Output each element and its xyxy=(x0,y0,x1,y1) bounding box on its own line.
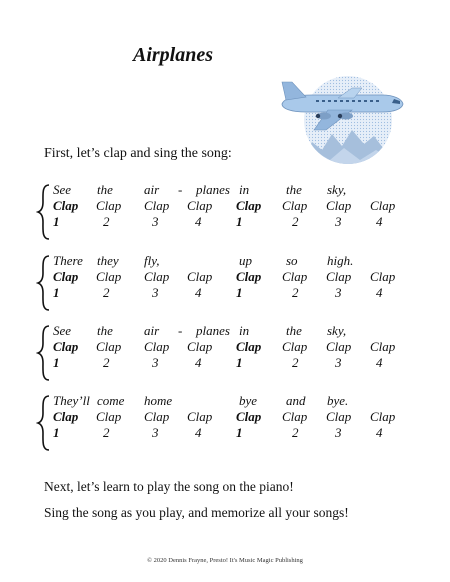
clap-word: Clap xyxy=(53,269,79,284)
clap-word: Clap xyxy=(370,409,396,424)
lyric-syllable: the xyxy=(286,323,302,338)
lyric-syllable: bye xyxy=(239,393,258,408)
lyric-syllable: - xyxy=(178,323,183,338)
clap-word: Clap xyxy=(236,198,262,213)
airplane-illustration xyxy=(272,64,408,168)
lyric-syllable: come xyxy=(97,393,125,408)
stanza xyxy=(36,253,436,313)
clap-word: Clap xyxy=(236,409,262,424)
clap-word: Clap xyxy=(370,339,396,354)
beat-count: 2 xyxy=(103,214,110,229)
lyric-syllable: and xyxy=(286,393,306,408)
page-title: Airplanes xyxy=(133,44,214,66)
clap-word: Clap xyxy=(96,198,122,213)
beat-count: 3 xyxy=(335,214,342,229)
lyric-syllable: bye. xyxy=(327,393,349,408)
lyric-syllable: so xyxy=(286,253,298,268)
beat-count: 4 xyxy=(195,425,202,440)
clap-word: Clap xyxy=(144,409,170,424)
clap-word: Clap xyxy=(326,409,352,424)
beat-count: 2 xyxy=(103,355,110,370)
lyric-syllable: in xyxy=(239,182,250,197)
beat-count: 4 xyxy=(195,355,202,370)
beat-count: 3 xyxy=(152,425,159,440)
beat-count: 3 xyxy=(335,285,342,300)
clap-word: Clap xyxy=(326,269,352,284)
beat-count: 2 xyxy=(292,425,299,440)
lyric-syllable: See xyxy=(53,323,72,338)
lyric-syllable: See xyxy=(53,182,72,197)
clap-word: Clap xyxy=(187,198,213,213)
lyric-syllable: planes xyxy=(196,182,230,197)
brace-icon xyxy=(36,395,52,451)
beat-count: 1 xyxy=(236,355,243,370)
clap-word: Clap xyxy=(187,269,213,284)
clap-word: Clap xyxy=(326,198,352,213)
clap-word: Clap xyxy=(282,269,308,284)
clap-word: Clap xyxy=(326,339,352,354)
beat-count: 1 xyxy=(53,214,60,229)
outro-text-piano: Next, let’s learn to play the song on the piano! xyxy=(44,479,294,494)
lyric-syllable: air xyxy=(144,323,160,338)
beat-count: 2 xyxy=(292,355,299,370)
beat-count: 4 xyxy=(376,425,383,440)
clap-word: Clap xyxy=(96,339,122,354)
clap-word: Clap xyxy=(144,339,170,354)
stanza xyxy=(36,182,436,242)
lyric-syllable: the xyxy=(97,323,113,338)
stanza xyxy=(36,323,436,383)
beat-count: 2 xyxy=(103,285,110,300)
lyric-syllable: fly, xyxy=(144,253,160,268)
brace-icon xyxy=(36,255,52,311)
clap-word: Clap xyxy=(187,409,213,424)
lyric-syllable: the xyxy=(286,182,302,197)
clap-word: Clap xyxy=(236,339,262,354)
clap-word: Clap xyxy=(282,409,308,424)
copyright-notice: © 2020 Dennis Frayne, Presto! It's Music Magic Publishing xyxy=(147,557,303,564)
stanza xyxy=(36,393,436,453)
clap-word: Clap xyxy=(96,269,122,284)
clap-word: Clap xyxy=(53,409,79,424)
lyric-syllable: - xyxy=(178,182,183,197)
lyric-syllable: There xyxy=(53,253,83,268)
clap-word: Clap xyxy=(282,198,308,213)
clap-word: Clap xyxy=(53,198,79,213)
lyric-syllable: sky, xyxy=(327,323,347,338)
beat-count: 3 xyxy=(152,285,159,300)
beat-count: 4 xyxy=(376,285,383,300)
intro-text: First, let’s clap and sing the song: xyxy=(44,146,232,161)
beat-count: 3 xyxy=(152,355,159,370)
lyric-syllable: sky, xyxy=(327,182,347,197)
clap-word: Clap xyxy=(370,198,396,213)
beat-count: 4 xyxy=(376,355,383,370)
beat-count: 3 xyxy=(335,425,342,440)
beat-count: 3 xyxy=(152,214,159,229)
lyric-syllable: They’ll xyxy=(53,393,90,408)
beat-count: 2 xyxy=(292,285,299,300)
lyric-syllable: planes xyxy=(196,323,230,338)
clap-word: Clap xyxy=(144,198,170,213)
beat-count: 1 xyxy=(236,214,243,229)
clap-word: Clap xyxy=(187,339,213,354)
lyric-syllable: they xyxy=(97,253,119,268)
beat-count: 4 xyxy=(195,214,202,229)
beat-count: 1 xyxy=(236,425,243,440)
brace-icon xyxy=(36,184,52,240)
beat-count: 1 xyxy=(53,285,60,300)
outro-text-memorize: Sing the song as you play, and memorize all your songs! xyxy=(44,505,349,520)
beat-count: 1 xyxy=(236,285,243,300)
clap-word: Clap xyxy=(236,269,262,284)
clap-word: Clap xyxy=(96,409,122,424)
clap-word: Clap xyxy=(370,269,396,284)
beat-count: 4 xyxy=(195,285,202,300)
lyric-syllable: up xyxy=(239,253,252,268)
beat-count: 1 xyxy=(53,355,60,370)
lyric-syllable: air xyxy=(144,182,160,197)
lyric-syllable: high. xyxy=(327,253,354,268)
lyric-syllable: in xyxy=(239,323,250,338)
lyric-syllable: home xyxy=(144,393,173,408)
beat-count: 2 xyxy=(292,214,299,229)
clap-word: Clap xyxy=(53,339,79,354)
clap-word: Clap xyxy=(144,269,170,284)
clap-word: Clap xyxy=(282,339,308,354)
beat-count: 2 xyxy=(103,425,110,440)
lyric-syllable: the xyxy=(97,182,113,197)
brace-icon xyxy=(36,325,52,381)
beat-count: 1 xyxy=(53,425,60,440)
beat-count: 3 xyxy=(335,355,342,370)
beat-count: 4 xyxy=(376,214,383,229)
